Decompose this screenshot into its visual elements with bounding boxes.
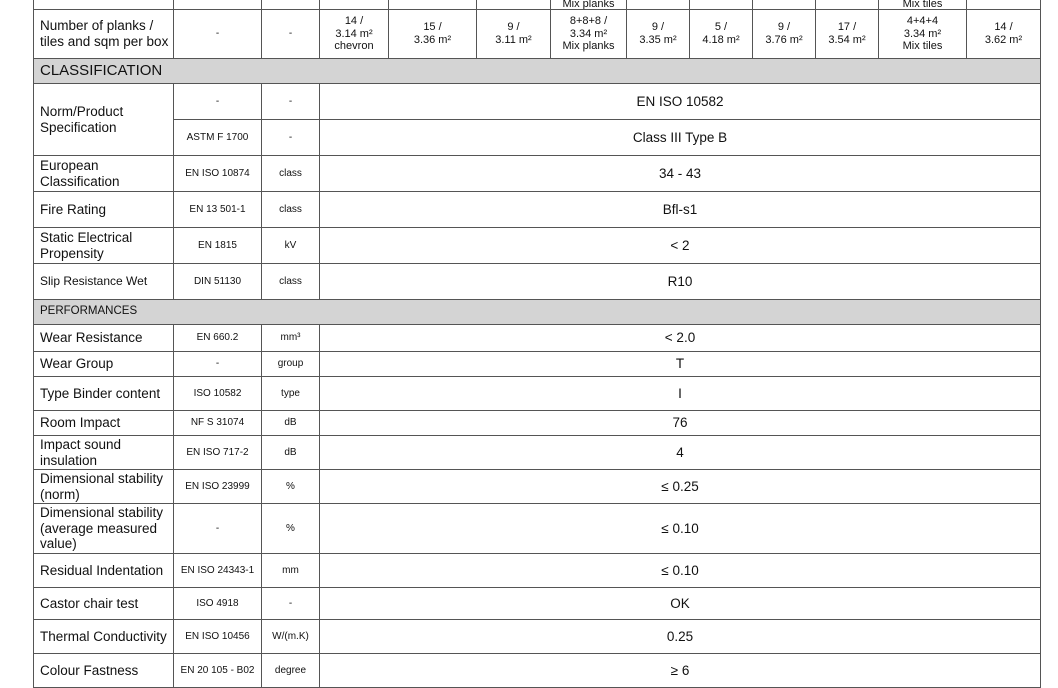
- unit-cell: -: [262, 588, 320, 620]
- row-label: Dimensional stability (average measured value): [34, 504, 174, 554]
- table-row: [34, 84, 1041, 120]
- standard-cell: -: [174, 504, 262, 554]
- value-cell: 0.25: [320, 620, 1041, 654]
- table-row: [34, 436, 1041, 470]
- value-cell: Bfl-s1: [320, 192, 1041, 228]
- standard-cell: EN 13 501-1: [174, 192, 262, 228]
- standard-cell: EN 1815: [174, 228, 262, 264]
- unit-cell: class: [262, 264, 320, 300]
- row-label: Wear Resistance: [34, 325, 174, 352]
- unit-cell: kV: [262, 228, 320, 264]
- table-row: [34, 156, 1041, 192]
- row-label: Impact sound insulation: [34, 436, 174, 470]
- unit-cell: %: [262, 470, 320, 504]
- table-row: [34, 228, 1041, 264]
- standard-cell: NF S 31074: [174, 411, 262, 436]
- planks-cell: 4+4+4 3.34 m² Mix tiles: [879, 10, 967, 59]
- row-label: Wear Group: [34, 352, 174, 377]
- section-classification: [34, 59, 1041, 84]
- unit-cell: group: [262, 352, 320, 377]
- section-performances: [34, 300, 1041, 325]
- value-cell: < 2.0: [320, 325, 1041, 352]
- standard-cell: -: [174, 352, 262, 377]
- table-row: [34, 654, 1041, 688]
- table-row: [34, 264, 1041, 300]
- value-cell: I: [320, 377, 1041, 411]
- value-cell: 76: [320, 411, 1041, 436]
- value-cell: OK: [320, 588, 1041, 620]
- spec-table: [33, 0, 1041, 688]
- value-cell: ≤ 0.10: [320, 504, 1041, 554]
- value-cell: ≤ 0.25: [320, 470, 1041, 504]
- unit-cell: class: [262, 156, 320, 192]
- row-label: Static Electrical Propensity: [34, 228, 174, 264]
- standard-cell: EN ISO 717-2: [174, 436, 262, 470]
- partial-row: [34, 0, 1041, 10]
- standard-cell: ISO 4918: [174, 588, 262, 620]
- standard-cell: ISO 10582: [174, 377, 262, 411]
- value-cell: 34 - 43: [320, 156, 1041, 192]
- value-cell: ≤ 0.10: [320, 554, 1041, 588]
- unit-cell: mm: [262, 554, 320, 588]
- value-cell: 4: [320, 436, 1041, 470]
- standard-cell: EN 20 105 - B02: [174, 654, 262, 688]
- row-label: Castor chair test: [34, 588, 174, 620]
- standard-cell: -: [174, 10, 262, 59]
- table-row: [34, 504, 1041, 554]
- unit-cell: mm³: [262, 325, 320, 352]
- value-cell: < 2: [320, 228, 1041, 264]
- planks-cell: 9 / 3.35 m²: [627, 10, 690, 59]
- row-label: Colour Fastness: [34, 654, 174, 688]
- unit-cell: type: [262, 377, 320, 411]
- table-row: [34, 620, 1041, 654]
- row-label: Number of planks / tiles and sqm per box: [34, 10, 174, 59]
- standard-cell: -: [174, 84, 262, 120]
- unit-cell: W/(m.K): [262, 620, 320, 654]
- unit-cell: %: [262, 504, 320, 554]
- value-cell: R10: [320, 264, 1041, 300]
- row-label: European Classification: [34, 156, 174, 192]
- standard-cell: EN ISO 23999: [174, 470, 262, 504]
- cut-text: Mix planks: [562, 0, 615, 10]
- table-row: [34, 377, 1041, 411]
- planks-cell: 14 / 3.14 m² chevron: [320, 10, 389, 59]
- planks-cell: 14 / 3.62 m²: [967, 10, 1041, 59]
- section-title: PERFORMANCES: [34, 300, 1041, 325]
- row-label: Thermal Conductivity: [34, 620, 174, 654]
- planks-cell: 9 / 3.11 m²: [477, 10, 551, 59]
- row-label: Norm/Product Specification: [34, 84, 174, 156]
- table-row: [34, 411, 1041, 436]
- table-row: [34, 120, 1041, 156]
- unit-cell: -: [262, 120, 320, 156]
- standard-cell: EN ISO 10456: [174, 620, 262, 654]
- value-cell: Class III Type B: [320, 120, 1041, 156]
- standard-cell: EN ISO 10874: [174, 156, 262, 192]
- value-cell: ≥ 6: [320, 654, 1041, 688]
- row-label: Fire Rating: [34, 192, 174, 228]
- unit-cell: -: [262, 84, 320, 120]
- unit-cell: class: [262, 192, 320, 228]
- row-label: Room Impact: [34, 411, 174, 436]
- planks-cell: 5 / 4.18 m²: [690, 10, 753, 59]
- row-label: Dimensional stability (norm): [34, 470, 174, 504]
- table-row: [34, 192, 1041, 228]
- standard-cell: EN 660.2: [174, 325, 262, 352]
- unit-cell: dB: [262, 411, 320, 436]
- planks-cell: 17 / 3.54 m²: [816, 10, 879, 59]
- cut-text: Mix tiles: [902, 0, 943, 10]
- table-row: [34, 325, 1041, 352]
- table-row: [34, 554, 1041, 588]
- unit-cell: degree: [262, 654, 320, 688]
- unit-cell: dB: [262, 436, 320, 470]
- row-label: Slip Resistance Wet: [34, 264, 174, 300]
- table-row: [34, 588, 1041, 620]
- unit-cell: -: [262, 10, 320, 59]
- planks-cell: 15 / 3.36 m²: [389, 10, 477, 59]
- standard-cell: EN ISO 24343-1: [174, 554, 262, 588]
- row-label: Residual Indentation: [34, 554, 174, 588]
- planks-cell: 9 / 3.76 m²: [753, 10, 816, 59]
- table-row: [34, 470, 1041, 504]
- table-row: [34, 352, 1041, 377]
- value-cell: EN ISO 10582: [320, 84, 1041, 120]
- standard-cell: ASTM F 1700: [174, 120, 262, 156]
- section-title: CLASSIFICATION: [34, 59, 1041, 84]
- row-label: Type Binder content: [34, 377, 174, 411]
- planks-cell: 8+8+8 / 3.34 m² Mix planks: [551, 10, 627, 59]
- standard-cell: DIN 51130: [174, 264, 262, 300]
- value-cell: T: [320, 352, 1041, 377]
- planks-row: [34, 10, 1041, 59]
